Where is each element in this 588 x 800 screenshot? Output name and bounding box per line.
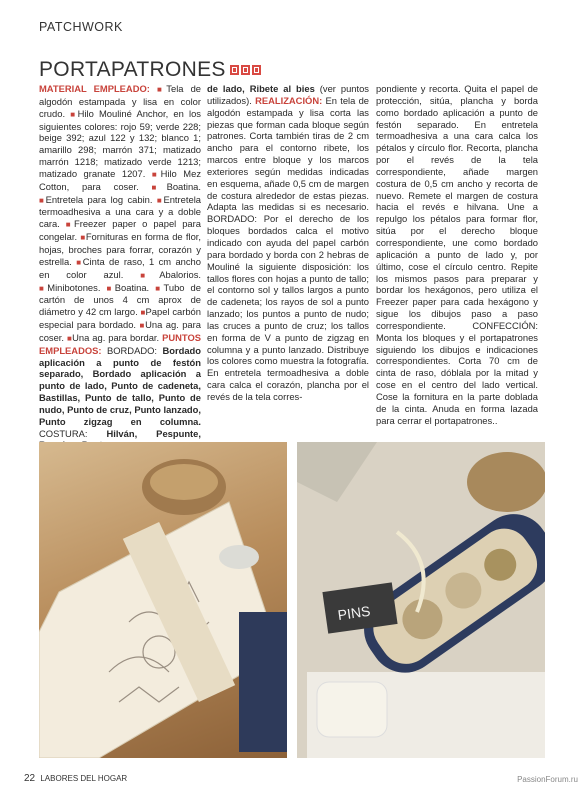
pins-box-label: PINS xyxy=(336,602,372,624)
magazine-name: LABORES DEL HOGAR xyxy=(40,774,128,783)
page-number: 22 xyxy=(24,773,36,784)
section-label: PATCHWORK xyxy=(39,20,123,34)
column-3: pondiente y recorta. Quita el papel de protección, sitúa, plancha y borda como bordado aplicación a punto de festón separado. En entretela termoadhesiva a una cara calca los pétalos y círculo flor. Recorta, plancha por el revés de la tela correspondiente, añade margen costura de 0,5 cm ancho y recorta de nuevo. Remete el margen de costura hacia el revés e hilvana. Une a repulgo los pétalos para formar flor, sitúa por el derecho bloque correspondiente, une como bordado aplicación a punto de lado y, por último, cose el círculo centro. Repite los mismos pasos para preparar y bordar los hexágonos, pero utiliza el Freezer paper para cada hexágono y sigue los dibujos paso a paso correspondiente. CONFECCIÓN: Monta los bloques y el portapatrones siguiendo los dibujos e indicaciones correspondientes. Corta 70 cm de cinta de raso, dóblala por la mitad y cose en el centro del lado vertical. Cose la fornitura en la parte doblada de la cinta. Anuda en forma lazada para cerrar el portapatrones.. xyxy=(376,83,538,426)
photo-illustration-left xyxy=(39,442,287,758)
watermark: PassionForum.ru xyxy=(517,775,578,784)
material-label: MATERIAL EMPLEADO: xyxy=(39,83,150,94)
realizacion-label: REALIZACIÓN: xyxy=(255,94,323,106)
photo-pattern-holder-rolled xyxy=(297,442,545,758)
page-footer xyxy=(24,773,127,784)
column-2: de lado, Ribete al bies (ver puntos utilizados). REALIZACIÓN: En tela de algodón estampada y lisa corta las piezas que forman cada bloque según patrones. Corta también tiras de 2 cm ancho para el contorno ribete, los marcos entre bloque y los marcos exteriores según medidas indicadas en esquema, añade 0,5 cm de margen de costura alrededor de estas piezas. Adapta las medidas si es necesario. BORDADO: Por el derecho de los bloques bordados calca el motivo indicado con ayuda del papel carbón para bordado y borda con 2 hebras de Mouliné la siguiente disposición: los tallos flores con hojas a punto de tallo; el contorno sol y tallos largos a punto de cadeneta; los rayos de sol a punto lanzado; los puntos a punto de nudo; las cruces a punto de cruz; los tallos en forma de V a punto de zigzag en columna y a punto lanzado. Distribuye los colores como muestra la fotografía. En entretela termoadhesiva a doble cara calca el corazón, plancha por el revés de la tela corres- xyxy=(207,83,369,402)
title-block xyxy=(39,58,261,82)
puntos-label: PUNTOS EMPLEADOS: xyxy=(39,331,202,356)
photo-area xyxy=(39,442,545,758)
page-title: PORTAPATRONES xyxy=(39,58,226,81)
patchwork-icon xyxy=(230,65,261,75)
column-1: MATERIAL EMPLEADO: ■Tela de algodón estampada y lisa en color crudo. ■Hilo Mouliné Anchor, en los siguientes colores: rojo 59; verde 228; beige 392; azul 122 y 132; blanco 1; amarillo 298; marrón 371; matizado marrón 1218; matizado verde 1213; matizado granate 1207. ■Hilo Mez Cotton, para coser. ■Boatina. ■Entretela para log cabin. ■Entretela termoadhesiva a una cara y a doble cara. ■Freezer paper o papel para congelar. ■Fornituras en forma de flor, hojas, broches para forrar, corazón y estrella. ■Cinta de raso, 1 cm ancho en color azul. ■Abalorios. ■Minibotones. ■Boatina. ■Tubo de cartón de unos 4 cm aprox de diámetro y 42 cm largo. ■Papel carbón especial para bordado. ■Una ag. para coser. ■Una ag. para bordar. PUNTOS EMPLEADOS: BORDADO: Bordado aplicación a punto de festón separado, Bordado aplicación a punto de lado, Punto de cadeneta, Bastillas, Punto de tallo, Punto de nudo, Punto de cruz, Punto lanzado, Punto zigzag en columna. COSTURA: Hilván, Pespunte, xyxy=(39,83,202,439)
photo-pattern-holder-open xyxy=(39,442,287,758)
photo-illustration-right xyxy=(297,442,545,758)
